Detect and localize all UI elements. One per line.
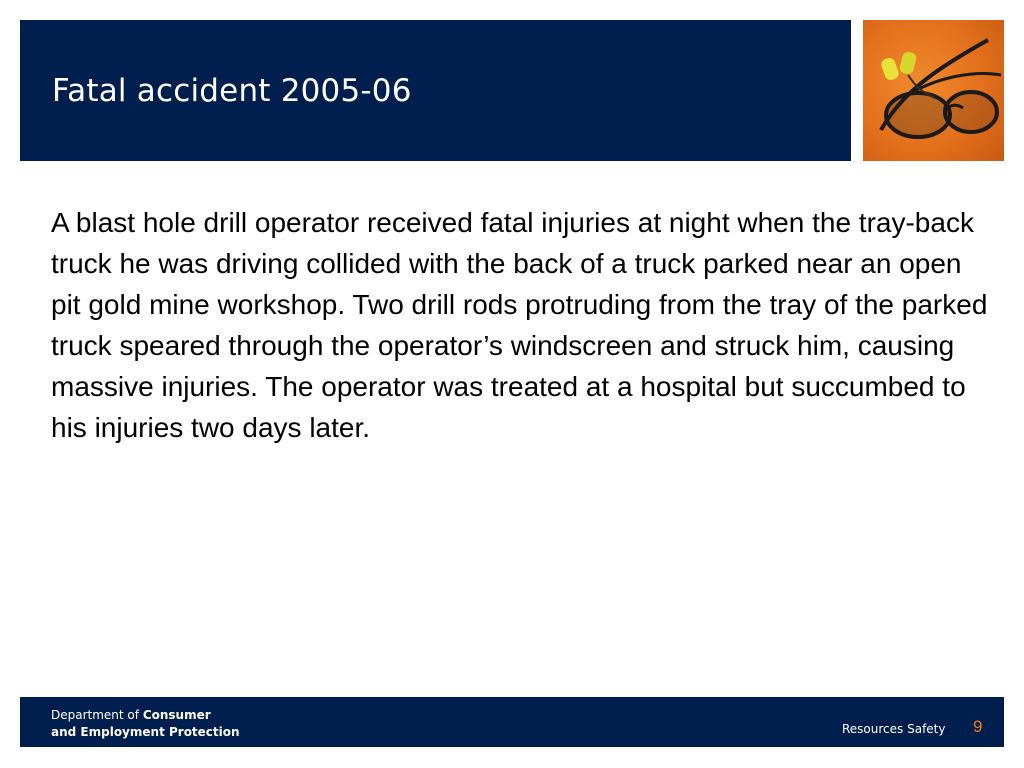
dept-bold-2: and Employment Protection <box>51 725 240 739</box>
slide-title: Fatal accident 2005-06 <box>52 73 412 109</box>
page-number: 9 <box>973 717 983 736</box>
title-bar <box>20 20 851 161</box>
slide-body-text: A blast hole drill operator received fatal injuries at night when the tray-back truck he was driving collided with the back of a truck parked near an open pit gold mine workshop. Two drill rods protruding from the tray of the parked truck speared through the operator’s windscreen and struck him, causing massive injuries. The operator was treated at a hospital but succumbed to his injuries two days later. <box>51 207 988 443</box>
dept-bold-1: Consumer <box>142 708 211 722</box>
footer-bar <box>20 697 1004 747</box>
resources-safety-label: Resources Safety <box>842 722 946 736</box>
dept-prefix: Department of <box>51 708 143 722</box>
department-name <box>51 707 240 741</box>
safety-glasses-earplugs-photo <box>863 20 1004 161</box>
